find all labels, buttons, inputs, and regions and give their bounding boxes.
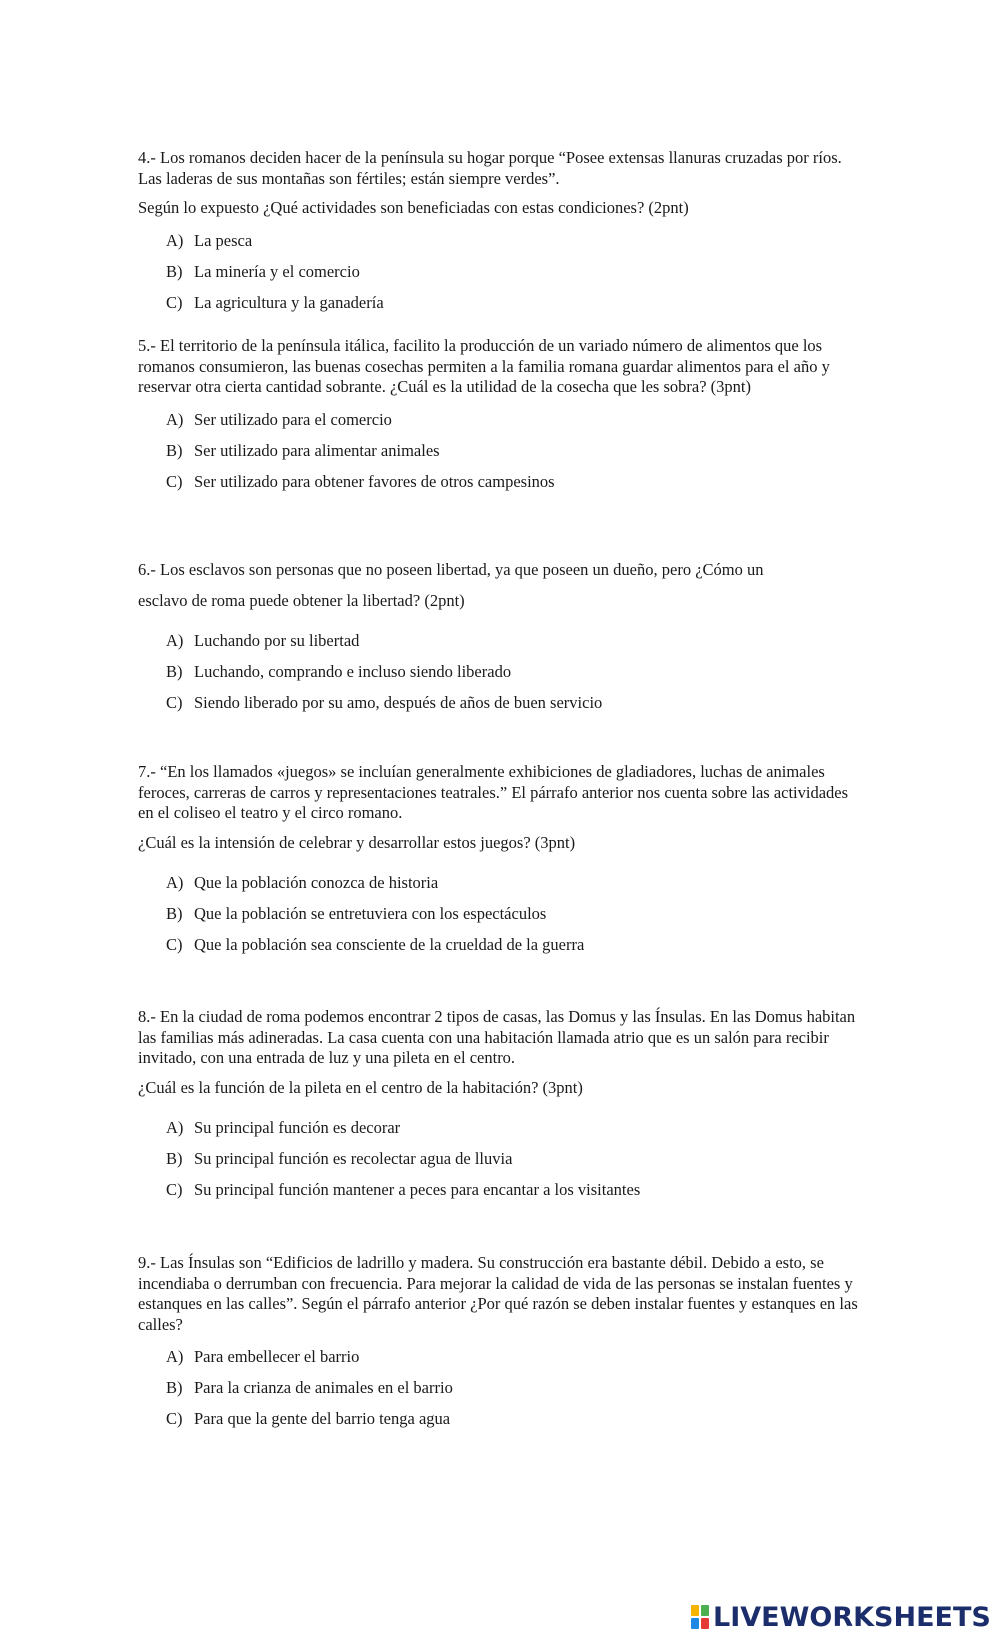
question-statement-line-2: esclavo de roma puede obtener la libertad? (2pnt) xyxy=(138,590,465,610)
question-statement-line-1: 6.- Los esclavos son personas que no poseen libertad, ya que poseen un dueño, pero ¿Cómo un xyxy=(138,560,764,579)
question-8 xyxy=(138,1007,858,1205)
options-list xyxy=(138,225,858,318)
options-list xyxy=(138,867,858,960)
question-5 xyxy=(138,336,858,497)
option-b[interactable]: B) Su principal función es recolectar agua de lluvia xyxy=(166,1149,513,1168)
liveworksheets-logo-icon xyxy=(691,1605,709,1629)
option-a[interactable]: A) Su principal función es decorar xyxy=(166,1118,401,1137)
question-prompt: Según lo expuesto ¿Qué actividades son beneficiadas con estas condiciones? (2pnt) xyxy=(138,198,689,217)
option-b[interactable]: B) La minería y el comercio xyxy=(166,261,360,281)
option-b[interactable]: B) Ser utilizado para alimentar animales xyxy=(166,440,440,460)
option-a[interactable]: A) Luchando por su libertad xyxy=(166,631,360,650)
liveworksheets-logo[interactable] xyxy=(691,1602,991,1632)
options-list xyxy=(138,1112,858,1205)
option-c[interactable]: C) Su principal función mantener a peces para encantar a los visitantes xyxy=(166,1180,641,1199)
question-statement: 7.- “En los llamados «juegos» se incluían generalmente exhibiciones de gladiadores, luchas de animales feroces, carreras de carros y representaciones teatrales.” El párrafo anterior nos cuenta sobre las actividades en el coliseo el teatro y el circo romano. xyxy=(138,762,849,822)
options-list xyxy=(138,625,858,718)
option-c[interactable]: C) Ser utilizado para obtener favores de otros campesinos xyxy=(166,471,555,491)
option-a[interactable]: A) La pesca xyxy=(166,230,253,250)
option-a[interactable]: A) Ser utilizado para el comercio xyxy=(166,409,392,429)
question-prompt: ¿Cuál es la intensión de celebrar y desarrollar estos juegos? (3pnt) xyxy=(138,832,576,852)
options-list xyxy=(138,404,858,497)
question-statement: 5.- El territorio de la península itálica, facilito la producción de un variado número de alimentos que los romanos consumieron, las buenas cosechas permiten a la familia romana guardar alimentos para el año y reservar otra cierta cantidad sobrante. ¿Cuál es la utilidad de la cosecha que les sobra? (3pnt) xyxy=(138,336,830,396)
option-c[interactable]: C) Siendo liberado por su amo, después de años de buen servicio xyxy=(166,693,603,712)
option-b[interactable]: B) Para la crianza de animales en el barrio xyxy=(166,1378,453,1397)
question-7 xyxy=(138,762,858,960)
option-a[interactable]: A) Para embellecer el barrio xyxy=(166,1347,360,1366)
question-prompt: ¿Cuál es la función de la pileta en el centro de la habitación? (3pnt) xyxy=(138,1077,583,1097)
question-6 xyxy=(138,560,858,718)
option-b[interactable]: B) Luchando, comprando e incluso siendo liberado xyxy=(166,662,512,681)
options-list xyxy=(138,1341,858,1434)
question-statement: 8.- En la ciudad de roma podemos encontrar 2 tipos de casas, las Domus y las Ínsulas. En las Domus habitan las familias más adineradas. La casa cuenta con una habitación llamada atrio que es un salón para recibir invitado, con una entrada de luz y una pileta en el centro. xyxy=(138,1007,856,1067)
option-a[interactable]: A) Que la población conozca de historia xyxy=(166,873,439,892)
question-statement: 9.- Las Ínsulas son “Edificios de ladrillo y madera. Su construcción era bastante débil. Debido a esto, se incendiaba o derrumban con frecuencia. Para mejorar la calidad de vida de las personas se instalan fuentes y estanques en las calles”. Según el párrafo anterior ¿Por qué razón se deben instalar fuentes y estanques en las calles? xyxy=(138,1253,858,1334)
option-b[interactable]: B) Que la población se entretuviera con los espectáculos xyxy=(166,904,547,923)
question-9 xyxy=(138,1253,858,1434)
question-4 xyxy=(138,148,858,318)
option-c[interactable]: C) Para que la gente del barrio tenga agua xyxy=(166,1409,451,1428)
logo-text: LIVEWORKSHEETS xyxy=(713,1601,991,1633)
option-c[interactable]: C) La agricultura y la ganadería xyxy=(166,292,384,312)
question-statement: 4.- Los romanos deciden hacer de la península su hogar porque “Posee extensas llanuras cruzadas por ríos. Las laderas de sus montañas son fértiles; están siempre verdes”. xyxy=(138,148,842,188)
option-c[interactable]: C) Que la población sea consciente de la crueldad de la guerra xyxy=(166,935,585,954)
